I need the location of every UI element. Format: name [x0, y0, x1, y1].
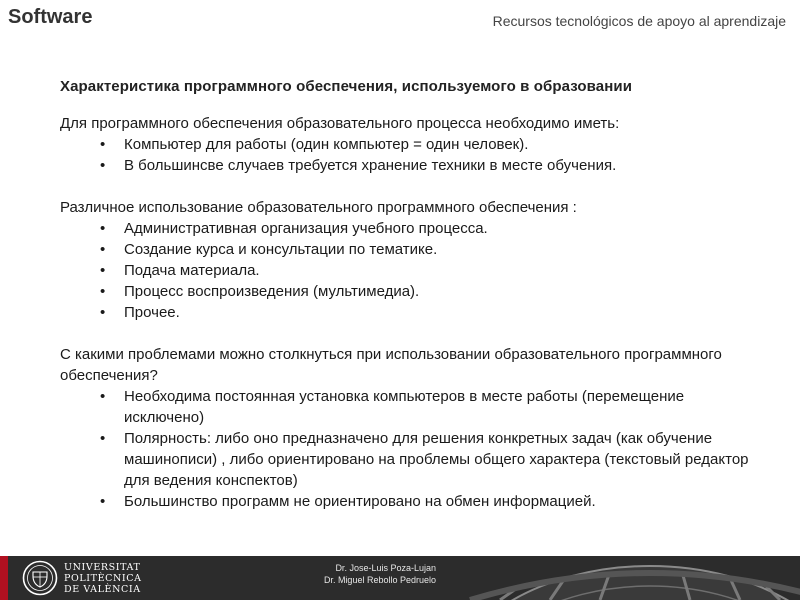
list-item: • Полярность: либо оно предназначено для решения конкретных задач (как обучение машинописи) , либо ориентировано на проблемы общего характера (текстовый редактор для ведения конспектов) — [60, 428, 760, 491]
list-item: • Создание курса и консультации по тематике. — [60, 239, 760, 260]
header-title: Software — [8, 6, 93, 28]
author-2: Dr. Miguel Rebollo Pedruelo — [323, 575, 436, 585]
list-item: • Подача материала. — [60, 260, 760, 281]
section-2-intro: Различное использование образовательного программного обеспечения : — [60, 199, 577, 216]
list-item: • Процесс воспроизведения (мультимедиа). — [60, 281, 760, 302]
footer-bar — [0, 556, 800, 600]
section-1-intro: Для программного обеспечения образовательного процесса необходимо иметь: — [60, 115, 620, 132]
author-1: Dr. Jose-Luis Poza-Lujan — [335, 563, 436, 573]
list-item: • В большинсве случаев требуется хранение техники в месте обучения. — [60, 155, 760, 176]
university-seal-icon — [22, 560, 58, 596]
university-name: UNIVERSITAT POLITÈCNICA DE VALÈNCIA — [64, 562, 142, 595]
list-item: • Большинство программ не ориентировано на обмен информацией. — [60, 491, 760, 512]
footer-accent-stripe — [0, 556, 8, 600]
slide-heading: Характеристика программного обеспечения, используемого в образовании — [60, 78, 633, 95]
header-subtitle: Recursos tecnológicos de apoyo al aprendizaje — [492, 13, 786, 29]
list-item: • Компьютер для работы (один компьютер = один человек). — [60, 134, 760, 155]
section-3-list — [60, 386, 760, 512]
section-3-intro: С какими проблемами можно столкнуться при использовании образовательного программного обеспечения? — [60, 346, 722, 384]
slide-content — [60, 113, 760, 512]
section-2-list — [60, 218, 760, 323]
author-credits — [324, 562, 436, 586]
list-item: • Административная организация учебного процесса. — [60, 218, 760, 239]
list-item: • Прочее. — [60, 302, 760, 323]
background-seal-icon — [430, 556, 800, 600]
section-1-list — [60, 134, 760, 176]
list-item: • Необходима постоянная установка компьютеров в месте работы (перемещение исключено) — [60, 386, 760, 428]
